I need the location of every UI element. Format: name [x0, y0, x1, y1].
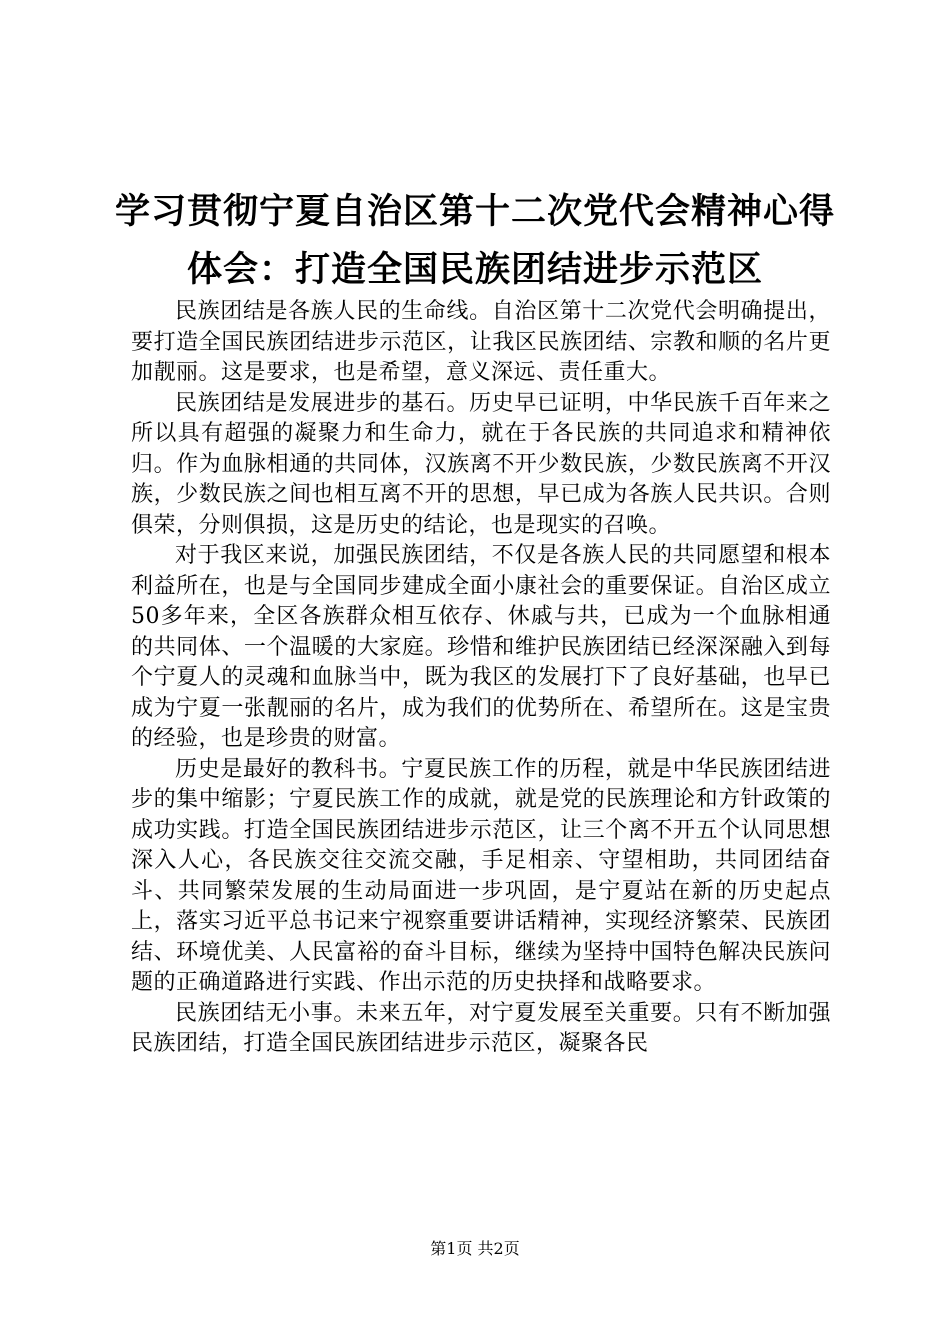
- page-number-footer: 第1页 共2页: [430, 1239, 520, 1258]
- paragraph: 民族团结是各族人民的生命线。自治区第十二次党代会明确提出，要打造全国民族团结进步示范区，让我区民族团结、宗教和顺的名片更加靓丽。这是要求，也是希望，意义深远、责任重大。: [131, 299, 831, 385]
- title-line-2: 体会：打造全国民族团结进步示范区: [186, 250, 763, 290]
- document-title: [110, 183, 840, 299]
- paragraph: 民族团结无小事。未来五年，对宁夏发展至关重要。只有不断加强民族团结，打造全国民族团结进步示范区，凝聚各民: [131, 1000, 831, 1056]
- document-body: [131, 297, 831, 1060]
- paragraph: 对于我区来说，加强民族团结，不仅是各族人民的共同愿望和根本利益所在，也是与全国同步建成全面小康社会的重要保证。自治区成立50多年来，全区各族群众相互依存、休戚与共，已成为一个血脉相通的共同体、一个温暖的大家庭。珍惜和维护民族团结已经深深融入到每个宁夏人的灵魂和血脉当中，既为我区的发展打下了良好基础，也早已成为宁夏一张靓丽的名片，成为我们的优势所在、希望所在。这是宝贵的经验，也是珍贵的财富。: [131, 543, 831, 751]
- paragraph: 历史是最好的教科书。宁夏民族工作的历程，就是中华民族团结进步的集中缩影；宁夏民族工作的成就，就是党的民族理论和方针政策的成功实践。打造全国民族团结进步示范区，让三个离不开五个认同思想深入人心，各民族交往交流交融，手足相亲、守望相助，共同团结奋斗、共同繁荣发展的生动局面进一步巩固，是宁夏站在新的历史起点上，落实习近平总书记来宁视察重要讲话精神，实现经济繁荣、民族团结、环境优美、人民富裕的奋斗目标，继续为坚持中国特色解决民族问题的正确道路进行实践、作出示范的历史抉择和战略要求。: [131, 756, 831, 995]
- paragraph: 民族团结是发展进步的基石。历史早已证明，中华民族千百年来之所以具有超强的凝聚力和生命力，就在于各民族的共同追求和精神依归。作为血脉相通的共同体，汉族离不开少数民族，少数民族离不开汉族，少数民族之间也相互离不开的思想，早已成为各族人民共识。合则俱荣，分则俱损，这是历史的结论，也是现实的召唤。: [131, 390, 831, 538]
- title-line-1: 学习贯彻宁夏自治区第十二次党代会精神心得: [114, 192, 835, 232]
